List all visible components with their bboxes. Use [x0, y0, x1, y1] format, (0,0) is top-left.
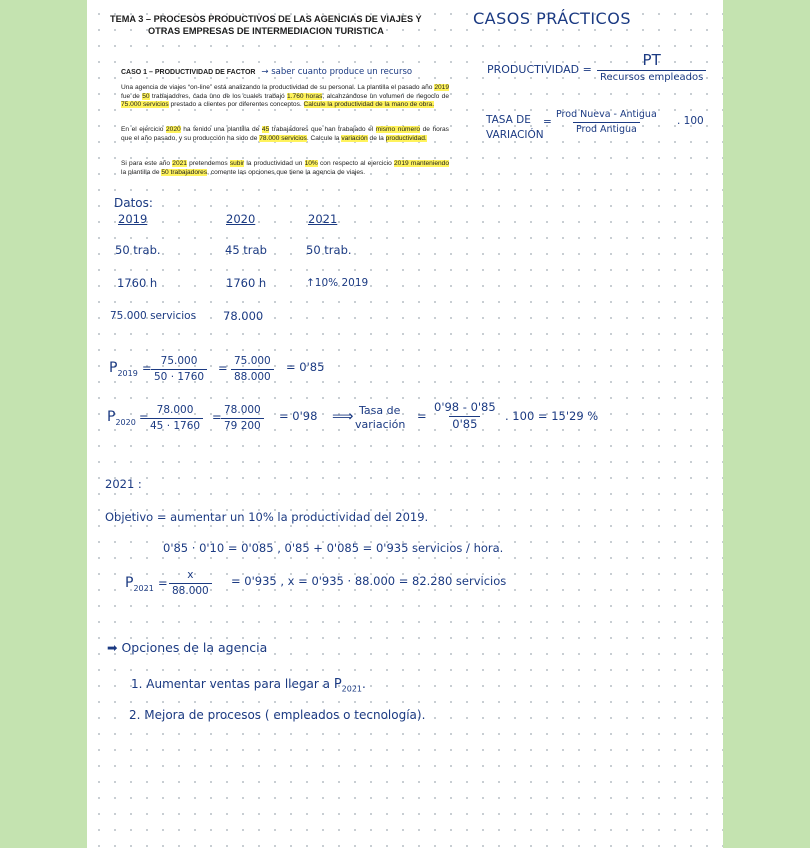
highlighted-text: 45 [261, 126, 270, 133]
highlighted-text: 50 trabajadores [161, 168, 208, 176]
p2019-result: = 0'85 [286, 360, 325, 374]
tasa-fraction [553, 110, 660, 134]
highlighted-text: mismo número [375, 126, 421, 133]
p2020-label: $P_{2020}$ [107, 409, 136, 427]
hours-2019: 1760 h [117, 276, 158, 290]
p2019-f1-denominator: 50 · 1760 [151, 369, 207, 383]
productividad-fraction [597, 53, 706, 83]
paragraph-2 [121, 126, 449, 143]
paragraph-text: , comente las opciones que tiene la agencia de viajes. [207, 168, 366, 176]
tasa2-denominator: 0'85 [449, 416, 480, 431]
p2020-f1-denominator: 45 · 1760 [147, 418, 203, 432]
highlighted-text: 50 [142, 92, 150, 100]
title-line-2: OTRAS EMPRESAS DE INTERMEDIACION TURISTICA [148, 26, 384, 36]
paragraph-text: trabajadores que han trabajado el [269, 126, 376, 133]
tasa-equals-2: = [417, 409, 427, 423]
tasa2-result: . 100 = 15'29 % [505, 409, 599, 423]
highlighted-text: 75.000 servicios [121, 101, 169, 109]
p2019-fraction-1 [151, 356, 207, 382]
year-2020: 2020 [226, 212, 256, 226]
highlighted-text: variación [341, 134, 368, 142]
tasa-label-2-line2: variación [355, 418, 406, 431]
tasa-numerator: Prod Nueva - Antigua [556, 109, 657, 120]
p2020-f2-numerator: 78.000 [224, 404, 261, 416]
highlighted-text: 1.760 horas [287, 92, 323, 100]
p2021-fraction [169, 570, 212, 596]
paragraph-1 [121, 84, 449, 110]
p2021-denominator: 88.000 [169, 583, 212, 597]
paragraph-3 [121, 160, 449, 177]
objective-line: Objetivo = aumentar un 10% la productividad del 2019. [105, 510, 429, 524]
p2021-equals: = [158, 576, 168, 590]
paragraph-text: pretendemos [186, 160, 230, 167]
tasa-label-2-line1: Tasa de [359, 404, 401, 417]
implies-arrow: ⟹ [332, 407, 354, 425]
tasa2-numerator: 0'98 - 0'85 [434, 400, 496, 414]
p2020-equals-2: = [212, 410, 222, 424]
option-1: 1. Aumentar ventas para llegar a $P_{2021}$. [131, 677, 366, 694]
p2019-fraction-2 [231, 356, 274, 382]
paragraph-text: la productividad un [244, 160, 305, 167]
option-2: 2. Mejora de procesos ( empleados o tecnología). [129, 708, 426, 722]
workers-2019: 50 trab. [115, 243, 161, 257]
paragraph-text: En el ejercicio [121, 126, 166, 133]
p2019-label: $P_{2019}$ [109, 360, 138, 378]
productividad-numerator: PT [642, 51, 661, 69]
case-handwritten-note: → saber cuanto produce un recurso [261, 67, 413, 77]
datos-heading: Datos: [114, 196, 153, 210]
p2019-equals-2: = [218, 361, 228, 375]
highlighted-text: 2019 manteniendo [394, 160, 449, 167]
year-2021: 2021 [308, 212, 338, 226]
p2021-label: $P_{2021}$ [125, 575, 154, 593]
title-line-1: TEMA 3 – PROCESOS PRODUCTIVOS DE LAS AGENCIAS DE VIAJES Y [110, 14, 422, 24]
document-title [110, 13, 430, 37]
highlighted-text: productividad. [385, 134, 427, 142]
options-heading: ➡ Opciones de la agencia [107, 640, 268, 655]
p2020-equals: = [139, 410, 149, 424]
highlighted-text: Calcule la productividad de la mano de obra. [303, 101, 435, 109]
hours-2020: 1760 h [226, 276, 267, 290]
highlighted-text: 2020 [166, 126, 181, 133]
p2020-f2-denominator: 79 200 [221, 418, 264, 432]
paragraph-text: trabajadores, cada uno de los cuales trabajó [149, 92, 288, 100]
section-2021: 2021 : [105, 477, 142, 491]
paragraph-text: de horas que el año pasado, y su producción ha sido de [121, 126, 449, 142]
tasa-label-line2: VARIACIÓN [486, 129, 544, 141]
workers-2021: 50 trab. [306, 243, 352, 257]
paragraph-text: ha tenido una plantilla de [180, 126, 262, 133]
casos-practicos-heading: CASOS PRÁCTICOS [473, 9, 631, 28]
case-title [121, 68, 412, 77]
p2020-f1-numerator: 78.000 [156, 404, 194, 416]
highlighted-text: 78.000 servicios [259, 134, 307, 142]
paragraph-text: la plantilla de [121, 168, 162, 176]
workers-2020: 45 trab [225, 243, 267, 257]
year-2019: 2019 [118, 212, 148, 226]
case-title-text: CASO 1 – PRODUCTIVIDAD DE FACTOR [121, 69, 256, 76]
highlighted-text: 2019 [434, 84, 449, 91]
productividad-label: PRODUCTIVIDAD = [487, 63, 592, 76]
calculation-line: 0'85 · 0'10 = 0'085 , 0'85 + 0'085 = 0'935 servicios / hora. [163, 541, 504, 555]
paragraph-text: fue de [121, 92, 143, 100]
tasa-equals: = [543, 116, 552, 128]
tasa-multiplier: . 100 [677, 115, 704, 127]
p2021-result: = 0'935 , x = 0'935 · 88.000 = 82.280 servicios [231, 574, 507, 588]
p2020-fraction-1 [147, 405, 203, 431]
paragraph-text: , alcanzándose un volumen de negocio de [322, 92, 449, 100]
p2019-f1-numerator: 75.000 [160, 355, 198, 367]
paragraph-text: de la [367, 134, 386, 142]
paragraph-text: Una agencia de viajes “on-line” está analizando la productividad de su personal. La plantilla el pasado año [121, 84, 435, 91]
productividad-denominator: Recursos empleados [597, 70, 706, 83]
p2021-numerator: x [187, 569, 194, 581]
highlighted-text: subir [229, 160, 245, 167]
tasa-fraction-2 [431, 402, 499, 430]
tasa-label-line1: TASA DE [486, 114, 531, 126]
paragraph-text: . Calcule la [306, 134, 342, 142]
tasa-denominator: Prod Antigua [573, 122, 640, 135]
growth-2021: ↑10% 2019 [306, 277, 369, 289]
paragraph-text: prestado a clientes por diferentes conceptos. [168, 101, 304, 109]
highlighted-text: 10% [304, 160, 318, 167]
p2019-f2-numerator: 75.000 [234, 355, 271, 367]
highlighted-text: 2021 [172, 160, 187, 167]
p2020-fraction-2 [221, 405, 264, 431]
p2019-f2-denominator: 88.000 [231, 369, 274, 383]
p2019-equals: = [142, 361, 152, 375]
p2020-result: = 0'98 [279, 409, 318, 423]
notebook-page [87, 0, 723, 848]
paragraph-text: con respecto al ejercicio [317, 160, 394, 167]
paragraph-text: Si para este año [121, 160, 173, 167]
services-2020: 78.000 [223, 309, 264, 323]
services-2019: 75.000 servicios [110, 310, 197, 322]
